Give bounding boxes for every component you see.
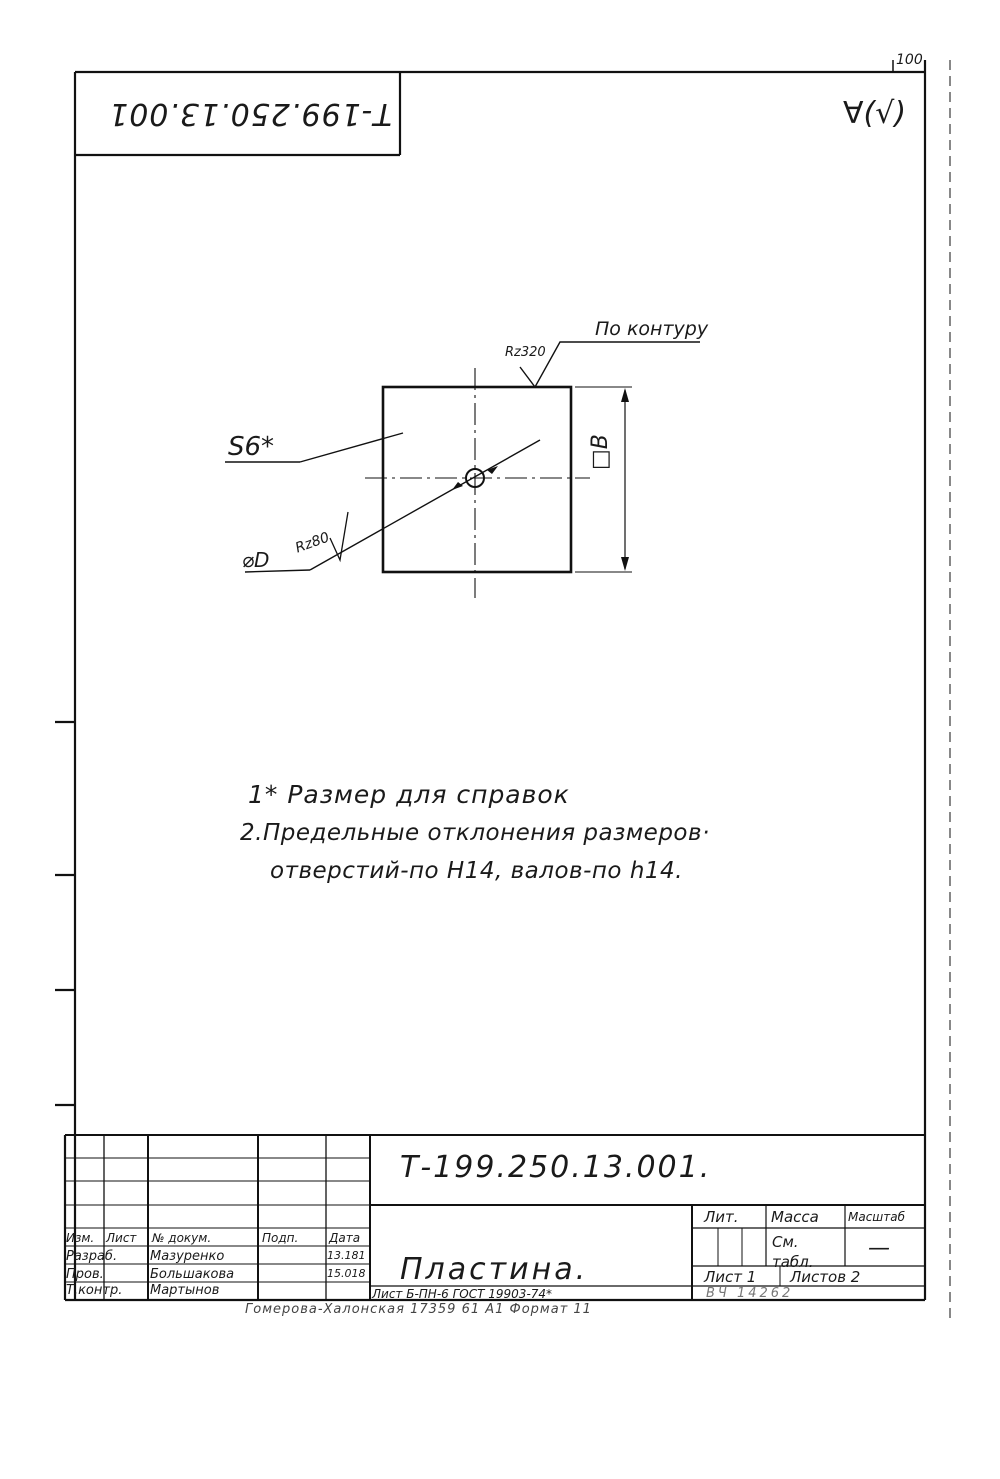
header-date: Дата	[329, 1231, 361, 1245]
name-checker: Большакова	[150, 1267, 235, 1282]
general-roughness-symbol: ∀(√)	[843, 96, 907, 131]
scale-value: —	[868, 1236, 890, 1261]
header-list: Лист	[106, 1231, 137, 1245]
contour-roughness-value: Rz320	[505, 345, 546, 360]
side-dimension-label: □B	[588, 434, 613, 470]
role-tech-control: Т.контр.	[66, 1283, 123, 1298]
name-developer: Мазуренко	[150, 1249, 225, 1264]
header-doc-no: № докум.	[152, 1231, 212, 1245]
part-view	[225, 342, 700, 598]
role-checker: Пров.	[66, 1267, 104, 1282]
note-2-continuation: отверстий-по Н14, валов-по h14.	[270, 858, 683, 884]
material-line-1: Лист Б-ПН-6 ГОСТ 19903-74*	[372, 1287, 553, 1301]
inverted-document-code: Т-199.250.13.001	[108, 96, 392, 131]
role-developer: Разраб.	[66, 1249, 118, 1264]
name-tech-control: Мартынов	[150, 1283, 220, 1298]
contour-roughness-label: По контуру	[595, 318, 709, 340]
sheets-label: Листов 2	[790, 1268, 861, 1286]
hole-roughness-sign	[330, 512, 348, 560]
plate-outline	[383, 387, 571, 572]
lit-label: Лит.	[704, 1208, 739, 1226]
footer-text: Гомерова-Халонская 17359 61 А1 Формат 11	[245, 1302, 592, 1317]
note-1: 1* Размер для справок	[248, 780, 570, 809]
hole-roughness-label: Rz80	[293, 529, 332, 557]
scale-label: Масштаб	[848, 1210, 906, 1224]
mass-value: См. табл.	[772, 1233, 814, 1271]
sheet-number-top: 100	[896, 52, 923, 68]
org-code: ВЧ 14262	[706, 1286, 794, 1301]
header-sign: Подп.	[262, 1231, 299, 1245]
thickness-leader	[300, 433, 403, 462]
thickness-label: S6*	[228, 432, 275, 462]
header-izm: Изм.	[66, 1231, 95, 1245]
sheet-label: Лист 1	[704, 1268, 757, 1286]
part-name: Пластина.	[400, 1252, 589, 1287]
date-checker: 15.018	[327, 1267, 366, 1280]
contour-roughness-sign	[520, 342, 700, 387]
hole-leader	[310, 440, 540, 570]
note-2: 2.Предельные отклонения размеров·	[240, 820, 710, 846]
hole-diameter-label: ⌀D	[242, 548, 270, 572]
title-document-code: Т-199.250.13.001.	[400, 1150, 712, 1185]
mass-label: Масса	[771, 1208, 819, 1226]
date-developer: 13.181	[327, 1249, 366, 1262]
